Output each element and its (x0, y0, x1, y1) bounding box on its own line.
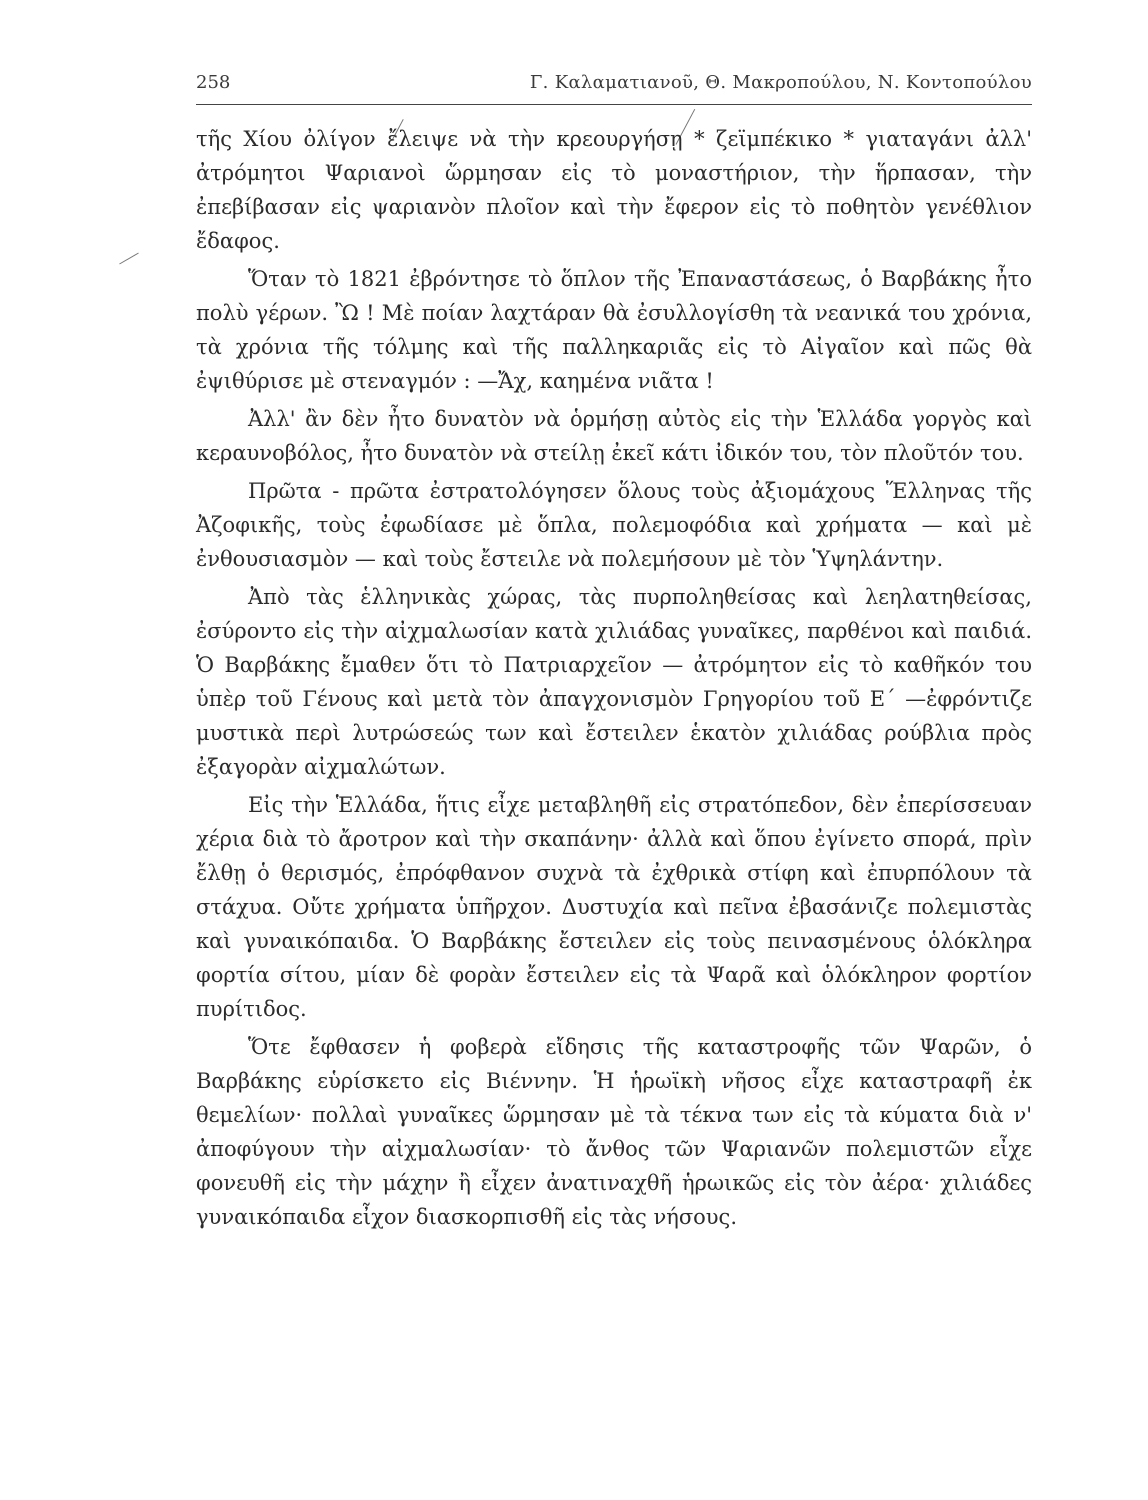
body-text (196, 122, 1032, 1238)
paragraph-3: Ἀλλ' ἂν δὲν ἦτο δυνατὸν νὰ ὁρμήσῃ αὐτὸς εἰς τὴν Ἑλλάδα γοργὸς καὶ κεραυνοβόλος, ἦτο δυνατὸν νὰ στείλῃ ἐκεῖ κάτι ἰδικόν του, τὸν πλοῦτόν του. (196, 407, 1032, 465)
running-head (196, 72, 1032, 102)
paragraph-7: Ὅτε ἔφθασεν ἡ φοβερὰ εἴδησις τῆς καταστροφῆς τῶν Ψαρῶν, ὁ Βαρβάκης εὑρίσκετο εἰς Βιέννην. Ἡ ἡρωϊκὴ νῆσος εἶχε καταστραφῆ ἐκ θεμελίων· πολλαὶ γυναῖκες ὥρμησαν μὲ τὰ τέκνα των εἰς τὰ κύματα διὰ ν' ἀποφύγουν τὴν αἰχμαλωσίαν· τὸ ἄνθος τῶν Ψαριανῶν πολεμιστῶν εἶχε φονευθῆ εἰς τὴν μάχην ἢ εἶχεν ἀνατιναχθῆ ἡρωικῶς εἰς τὸν ἀέρα· χιλιάδες γυναικόπαιδα εἶχον διασκορπισθῆ εἰς τὰς νήσους. (196, 1035, 1032, 1229)
header-rule (196, 104, 1032, 105)
paragraph-1: τῆς Χίου ὀλίγον ἔλειψε νὰ τὴν κρεουργήσῃ * ζεϊμπέκικο * γιαταγάνι ἀλλ' ἀτρόμητοι Ψαριανοὶ ὥρμησαν εἰς τὸ μοναστήριον, τὴν ἥρπασαν, τὴν ἐπεβίβασαν εἰς ψαριανὸν πλοῖον καὶ τὴν ἔφερον εἰς τὸ ποθητὸν γενέθλιον ἔδαφος. (196, 127, 1032, 253)
paragraph-2: Ὅταν τὸ 1821 ἐβρόντησε τὸ ὅπλον τῆς Ἐπαναστάσεως, ὁ Βαρβάκης ἦτο πολὺ γέρων. Ὢ ! Μὲ ποίαν λαχτάραν θὰ ἐσυλλογίσθη τὰ νεανικά του χρόνια, τὰ χρόνια τῆς τόλμης καὶ τῆς παλληκαριᾶς εἰς τὸ Αἰγαῖον καὶ πῶς θὰ ἐψιθύρισε μὲ στεναγμόν : —Ἄχ, καημένα νιᾶτα ! (196, 267, 1032, 393)
margin-tick (119, 253, 139, 265)
page-number: 258 (196, 72, 231, 93)
paragraph-5: Ἀπὸ τὰς ἑλληνικὰς χώρας, τὰς πυρποληθείσας καὶ λεηλατηθείσας, ἐσύροντο εἰς τὴν αἰχμαλωσίαν κατὰ χιλιάδας γυναῖκες, παρθένοι καὶ παιδιά. Ὁ Βαρβάκης ἔμαθεν ὅτι τὸ Πατριαρχεῖον — ἀτρόμητον εἰς τὸ καθῆκόν του ὑπὲρ τοῦ Γένους καὶ μετὰ τὸν ἀπαγχονισμὸν Γρηγορίου τοῦ Ε΄ —ἐφρόντιζε μυστικὰ περὶ λυτρώσεώς των καὶ ἔστειλεν ἑκατὸν χιλιάδας ρούβλια πρὸς ἐξαγορὰν αἰχμαλώτων. (196, 585, 1032, 779)
header-authors: Γ. Καλαματιανοῦ, Θ. Μακροπούλου, Ν. Κοντοπούλου (529, 72, 1032, 93)
paragraph-6: Εἰς τὴν Ἑλλάδα, ἥτις εἶχε μεταβληθῆ εἰς στρατόπεδον, δὲν ἐπερίσσευαν χέρια διὰ τὸ ἄροτρον καὶ τὴν σκαπάνην· ἀλλὰ καὶ ὅπου ἐγίνετο σπορά, πρὶν ἔλθῃ ὁ θερισμός, ἐπρόφθανον συχνὰ τὰ ἐχθρικὰ στίφη καὶ ἐπυρπόλουν τὰ στάχυα. Οὔτε χρήματα ὑπῆρχον. Δυστυχία καὶ πεῖνα ἐβασάνιζε πολεμιστὰς καὶ γυναικόπαιδα. Ὁ Βαρβάκης ἔστειλεν εἰς τοὺς πεινασμένους ὁλόκληρα φορτία σίτου, μίαν δὲ φορὰν ἔστειλεν εἰς τὰ Ψαρᾶ καὶ ὁλόκληρον φορτίον πυρίτιδος. (196, 793, 1032, 1021)
paragraph-4: Πρῶτα - πρῶτα ἐστρατολόγησεν ὅλους τοὺς ἀξιομάχους Ἕλληνας τῆς Ἀζοφικῆς, τοὺς ἐφωδίασε μὲ ὅπλα, πολεμοφόδια καὶ χρήματα — καὶ μὲ ἐνθουσιασμὸν — καὶ τοὺς ἔστειλε νὰ πολεμήσουν μὲ τὸν Ὑψηλάντην. (196, 479, 1032, 571)
